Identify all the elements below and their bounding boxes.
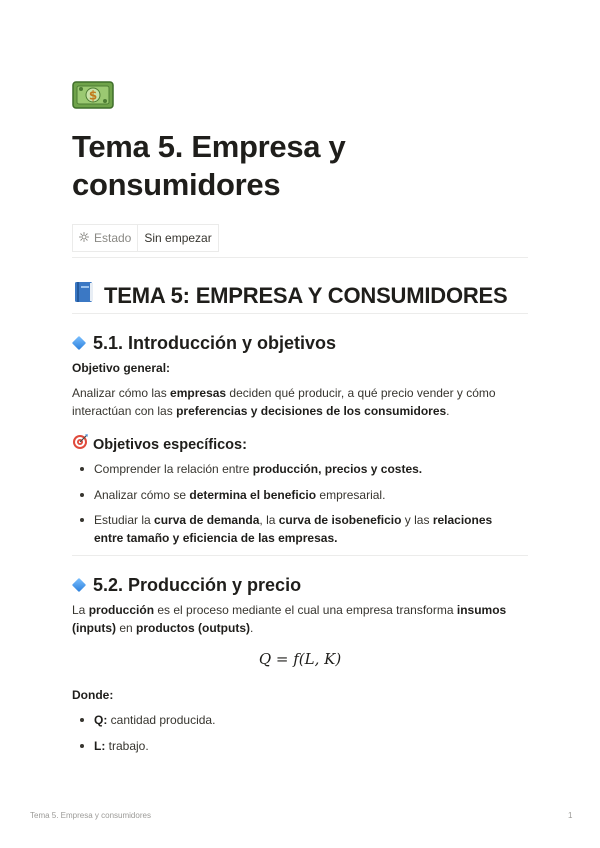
- where-label: Donde:: [72, 688, 114, 702]
- page-title: Tema 5. Empresa y consumidores: [72, 129, 346, 202]
- section-51-heading-text: 5.1. Introducción y objetivos: [93, 333, 337, 353]
- production-function-formula: Q = f(L, K): [258, 650, 342, 668]
- section-52-heading: [72, 572, 301, 598]
- objective-label: Objetivo general:: [72, 361, 171, 375]
- footer-page-number: 1: [568, 811, 573, 820]
- production-paragraph: La producción es el proceso mediante el cual una empresa transforma insumos (inputs) en productos (outputs).: [72, 603, 507, 635]
- property-key-label: Estado: [94, 231, 132, 245]
- main-section-heading-text: TEMA 5: EMPRESA Y CONSUMIDORES: [104, 283, 508, 308]
- list-item: Estudiar la curva de demanda, la curva de isobeneficio y las relaciones entre tamaño y eficiencia de las empresas.: [94, 511, 524, 547]
- property-key: [73, 225, 138, 251]
- list-item: Comprender la relación entre producción, precios y costes.: [94, 460, 524, 478]
- footer-title: Tema 5. Empresa y consumidores: [30, 811, 151, 820]
- target-icon: [72, 433, 89, 456]
- property-row-estado[interactable]: [72, 224, 219, 252]
- list-item: L: trabajo.: [94, 737, 524, 755]
- specific-objectives-heading: [72, 433, 247, 456]
- blue-book-icon: [72, 280, 96, 312]
- status-sun-icon: [79, 231, 89, 245]
- specific-objectives-heading-text: Objetivos específicos:: [93, 436, 247, 453]
- objective-paragraph: Analizar cómo las empresas deciden qué producir, a qué precio vender y cómo interactúan con las preferencias y decisiones de los consumidores.: [72, 386, 496, 418]
- svg-text:$: $: [88, 88, 98, 103]
- status-value[interactable]: Sin empezar: [144, 231, 212, 245]
- main-section-heading: [72, 280, 508, 312]
- section-51-heading: [72, 330, 336, 356]
- list-item: Q: cantidad producida.: [94, 711, 524, 729]
- money-bill-emoji-icon: [72, 80, 114, 110]
- divider: [72, 257, 528, 258]
- section-52-heading-text: 5.2. Producción y precio: [93, 575, 302, 595]
- blue-diamond-icon: [72, 337, 85, 350]
- divider: [72, 313, 528, 314]
- list-item: Analizar cómo se determina el beneficio empresarial.: [94, 486, 524, 504]
- divider: [72, 555, 528, 556]
- blue-diamond-icon: [72, 579, 85, 592]
